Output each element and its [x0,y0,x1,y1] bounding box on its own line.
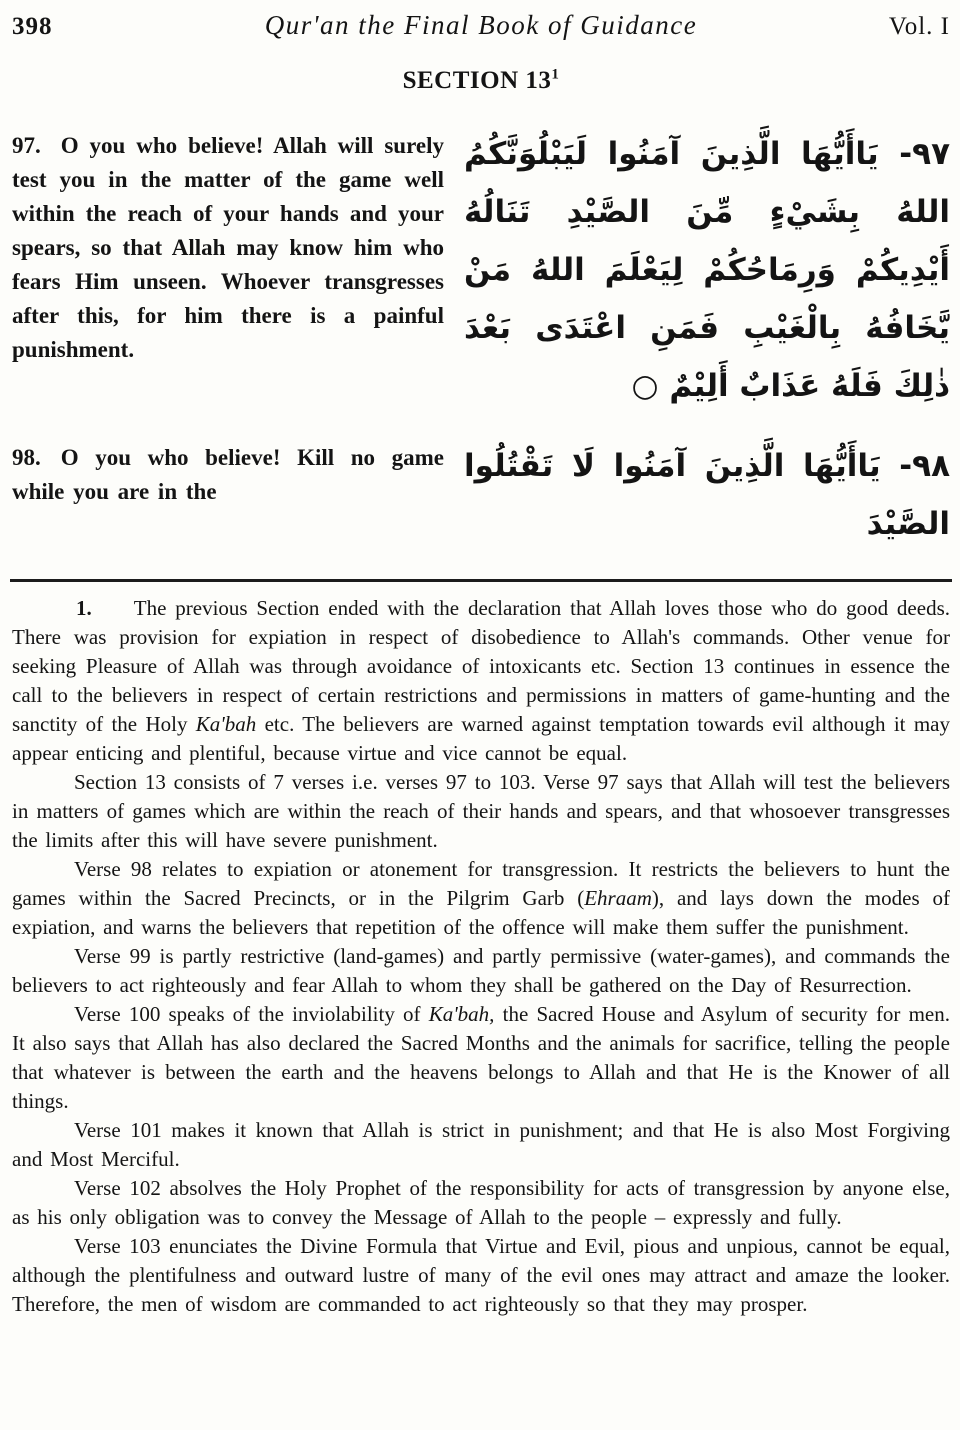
footnote-paragraph [12,942,950,1000]
verse-number: 98. [12,445,41,470]
footnote-paragraph [12,1174,950,1232]
volume-label: Vol. I [888,13,950,40]
verse-98-english [12,441,444,509]
footnote-text: Verse 99 is partly restrictive (land-games) and partly permissive (water-games), and commands the believers to act righteously and fear Allah to whom they shall be gathered on the Day of Resurrection. [12,944,950,997]
section-title: SECTION 13 [402,67,552,94]
footnote-paragraph [12,768,950,855]
verse-row-97 [12,129,950,415]
footnote-text: Verse 100 speaks of the inviolability of Ka'bah, the Sacred House and Asylum of security for men. It also says that Allah has also declared the Sacred Months and the animals for sacrifice, telling the people that whatever is between the earth and the heavens belongs to Allah and that He is the Knower of all things. [12,1002,951,1113]
footnote-text: The previous Section ended with the declaration that Allah loves those who do good deeds. There was provision for expiation in respect of disobedience to Allah's commands. Other venue for seeking Pleasure of Allah was through avoidance of intoxicants etc. Section 13 continues in essence the call to the believers in respect of certain restrictions and permissions in matters of game-hunting and the sanctity of the Holy Ka'bah etc. The believers are warned against temptation towards evil although it may appear enticing and plentiful, because virtue and vice cannot be equal. [12,596,950,765]
verse-number: 97. [12,133,41,158]
footnote-paragraph [12,1000,950,1116]
footnote-paragraph [12,1116,950,1174]
footnote-marker: 1. [76,596,92,620]
verse-row-98 [12,441,950,553]
footnote-text: Verse 98 relates to expiation or atonement for transgression. It restricts the believers to hunt the games within the Sacred Precincts, or in the Pilgrim Garb (Ehraam), and lays down the modes of expiation, and warns the believers that repetition of the offence will make them suffer the punishment. [12,857,950,939]
footnote-section [12,582,950,1319]
page-header [12,6,950,41]
verse-text: O you who believe! Kill no game while you are in the [12,445,444,504]
footnote-text: Verse 103 enunciates the Divine Formula that Virtue and Evil, pious and unpious, cannot be equal, although the plentifulness and outward lustre of many of the evil ones may attract and amaze the looker. Therefore, the men of wisdom are commanded to act righteously so that they may prosper. [12,1234,950,1316]
book-title: Qur'an the Final Book of Guidance [264,10,698,40]
verses-block [12,129,950,553]
verse-97-english [12,129,444,367]
footnote-paragraph [12,1232,950,1319]
footnote-paragraph [12,594,950,768]
page-number: 398 [12,13,53,40]
verse-text: O you who believe! Allah will surely test you in the matter of the game well within the reach of your hands and your spears, so that Allah may know him who fears Him unseen. Whoever transgresses after this, for him there is a painful punishment. [12,133,444,362]
footnote-text: Verse 101 makes it known that Allah is strict in punishment; and that He is also Most Forgiving and Most Merciful. [12,1118,950,1171]
verse-97-arabic: ٩٧- يَاأَيُّهَا الَّذِينَ آمَنُوا لَيَبْلُوَنَّكُمُ اللهُ بِشَيْءٍ مِّنَ الصَّيْدِ تَنَالُهُ أَيْدِيكُمْ وَرِمَاحُكُمْ لِيَعْلَمَ اللهُ مَنْ يَّخَافُهُ بِالْغَيْبِ فَمَنِ اعْتَدَى بَعْدَ ذٰلِكَ فَلَهُ عَذَابٌ أَلِيْمٌ ○ [464,136,950,404]
footnote-text: Section 13 consists of 7 verses i.e. verses 97 to 103. Verse 97 says that Allah will test the believers in matters of games which are within the reach of their hands and spears, and that whosoever transgresses the limits after this will have severe punishment. [12,770,950,852]
footnote-paragraph [12,855,950,942]
section-heading [12,67,950,95]
verse-98-arabic: ٩٨- يَاأَيُّهَا الَّذِينَ آمَنُوا لَا تَقْتُلُوا الصَّيْدَ [464,448,950,542]
footnote-text: Verse 102 absolves the Holy Prophet of the responsibility for acts of transgression by anyone else, as his only obligation was to convey the Message of Allah to the people – expressly and fully. [12,1176,950,1229]
section-footnote-ref: 1 [551,66,560,83]
